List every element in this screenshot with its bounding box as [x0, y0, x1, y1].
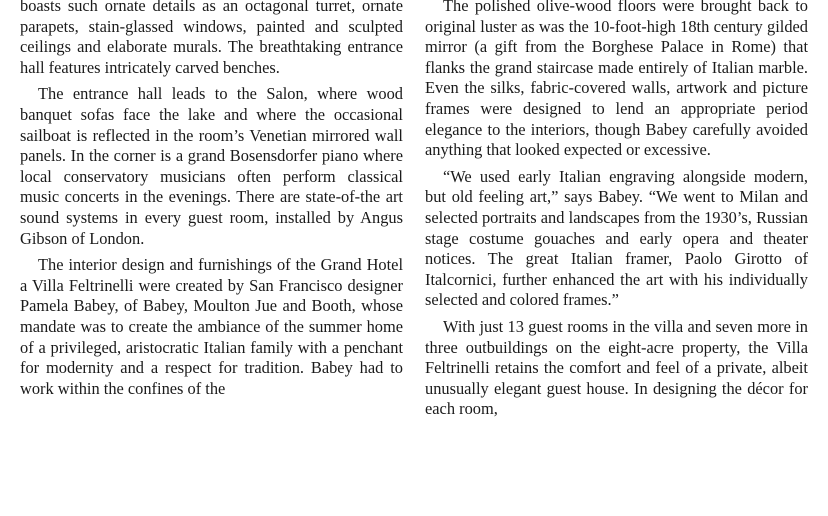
paragraph-guest-rooms: With just 13 guest rooms in the villa and seven more in three outbuildings on the eight-acre property, the Villa Feltrinelli retains the comfort and feel of a private, albeit unusually elegant guest house. In designing the décor for each room,: [425, 316, 808, 419]
right-column: [425, 0, 808, 426]
left-column: [20, 0, 403, 405]
paragraph-olive-wood-floors: The polished olive-wood floors were brought back to original luster as was the 10-foot-high 18th century gilded mirror (a gift from the Borghese Palace in Rome) that flanks the grand staircase made entirely of Italian marble. Even the silks, fabric-covered walls, artwork and picture frames were designed to lend an appropriate period elegance to the interiors, though Babey carefully avoided anything that looked expected or excessive.: [425, 0, 808, 160]
paragraph-villa-details: boasts such ornate details as an octagonal turret, ornate parapets, stain-glassed windows, painted and sculpted ceilings and elaborate murals. The breathtaking entrance hall features intricately carved benches.: [20, 0, 403, 77]
paragraph-entrance-hall-salon: The entrance hall leads to the Salon, where wood banquet sofas face the lake and where the occasional sailboat is reflected in the room’s Venetian mirrored wall panels. In the corner is a grand Bosensdorfer piano where local conservatory musicians often perform classical music concerts in the evenings. There are state-of-the art sound systems in every guest room, installed by Angus Gibson of London.: [20, 84, 403, 248]
paragraph-interior-design: The interior design and furnishings of the Grand Hotel a Villa Feltrinelli were created by San Francisco designer Pamela Babey, of Babey, Moulton Jue and Booth, whose mandate was to create the ambiance of the summer home of a privileged, aristocratic Italian family with a penchant for modernity and a respect for tradition. Babey had to work within the confines of the: [20, 255, 403, 398]
paragraph-babey-quote: “We used early Italian engraving alongside modern, but old feeling art,” says Babey. “We went to Milan and selected portraits and landscapes from the 1930’s, Russian stage costume gouaches and early opera and theater notices. The great Italian framer, Paolo Girotto of Italcornici, further enhanced the art with his individually selected and colored frames.”: [425, 166, 808, 310]
